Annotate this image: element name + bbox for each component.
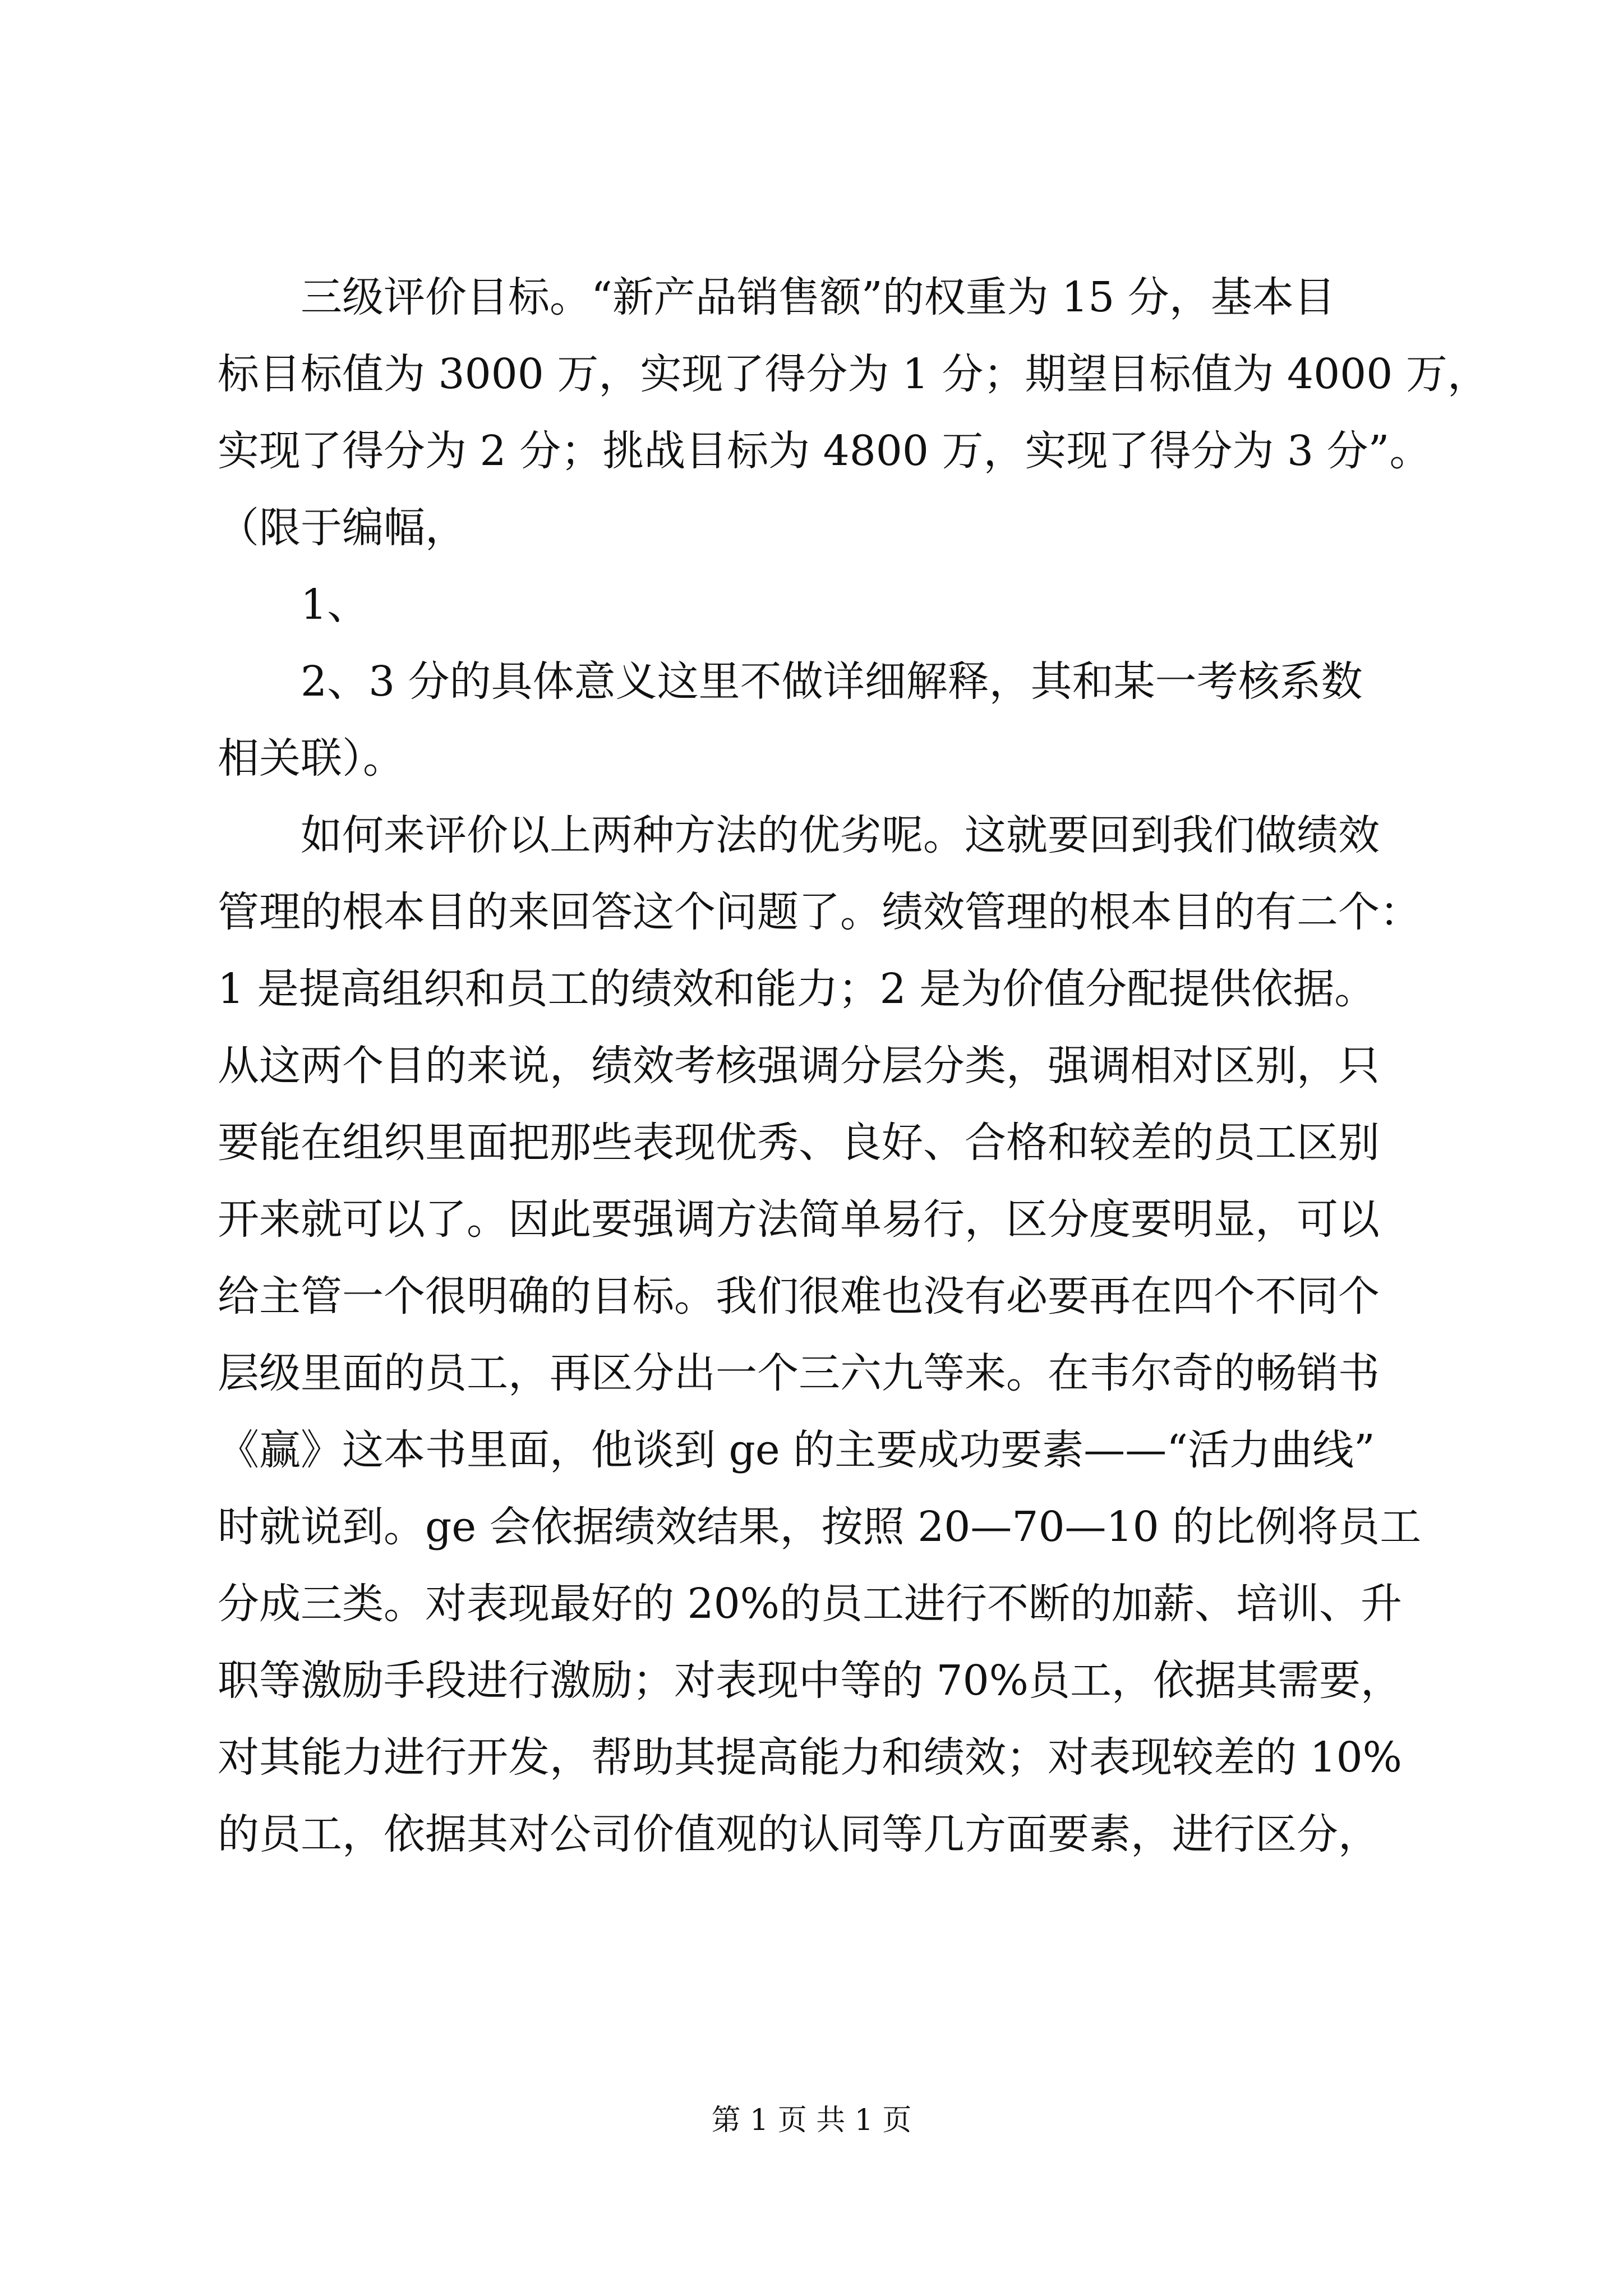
text-line: 给主管一个很明确的目标。我们很难也没有必要再在四个不同个 xyxy=(218,1272,1380,1320)
text-line: 《赢》这本书里面，他谈到 ge 的主要成功要素——“活力曲线” xyxy=(218,1426,1375,1474)
text-line: （限于编幅， xyxy=(218,504,467,552)
text-line: 职等激励手段进行激励；对表现中等的 70%员工，依据其需要， xyxy=(218,1657,1402,1705)
page-footer: 第 1 页 共 1 页 xyxy=(711,2104,912,2137)
text-line: 开来就可以了。因此要强调方法简单易行，区分度要明显，可以 xyxy=(218,1195,1380,1244)
text-line: 时就说到。ge 会依据绩效结果，按照 20—70—10 的比例将员工 xyxy=(218,1503,1422,1551)
body-text xyxy=(218,259,1489,1873)
text-line: 2、3 分的具体意义这里不做详细解释，其和某一考核系数 xyxy=(301,657,1363,706)
text-line: 对其能力进行开发，帮助其提高能力和绩效；对表现较差的 10% xyxy=(218,1733,1402,1782)
text-line: 三级评价目标。“新产品销售额”的权重为 15 分，基本目 xyxy=(301,273,1335,321)
text-line: 如何来评价以上两种方法的优劣呢。这就要回到我们做绩效 xyxy=(301,811,1380,859)
text-line: 的员工，依据其对公司价值观的认同等几方面要素，进行区分， xyxy=(218,1810,1380,1858)
text-line: 1 是提高组织和员工的绩效和能力；2 是为价值分配提供依据。 xyxy=(218,965,1376,1013)
text-line: 分成三类。对表现最好的 20%的员工进行不断的加薪、培训、升 xyxy=(218,1580,1402,1628)
text-line: 层级里面的员工，再区分出一个三六九等来。在韦尔奇的畅销书 xyxy=(218,1349,1380,1397)
text-line: 管理的根本目的来回答这个问题了。绩效管理的根本目的有二个： xyxy=(218,888,1421,936)
text-line: 实现了得分为 2 分；挑战目标为 4800 万，实现了得分为 3 分”。 xyxy=(218,427,1431,475)
text-line: 1、 xyxy=(301,581,369,629)
text-line: 从这两个目的来说，绩效考核强调分层分类，强调相对区别，只 xyxy=(218,1042,1380,1090)
text-line: 标目标值为 3000 万，实现了得分为 1 分；期望目标值为 4000 万， xyxy=(218,350,1489,398)
text-line: 相关联）。 xyxy=(218,734,404,783)
text-line: 要能在组织里面把那些表现优秀、良好、合格和较差的员工区别 xyxy=(218,1119,1380,1167)
